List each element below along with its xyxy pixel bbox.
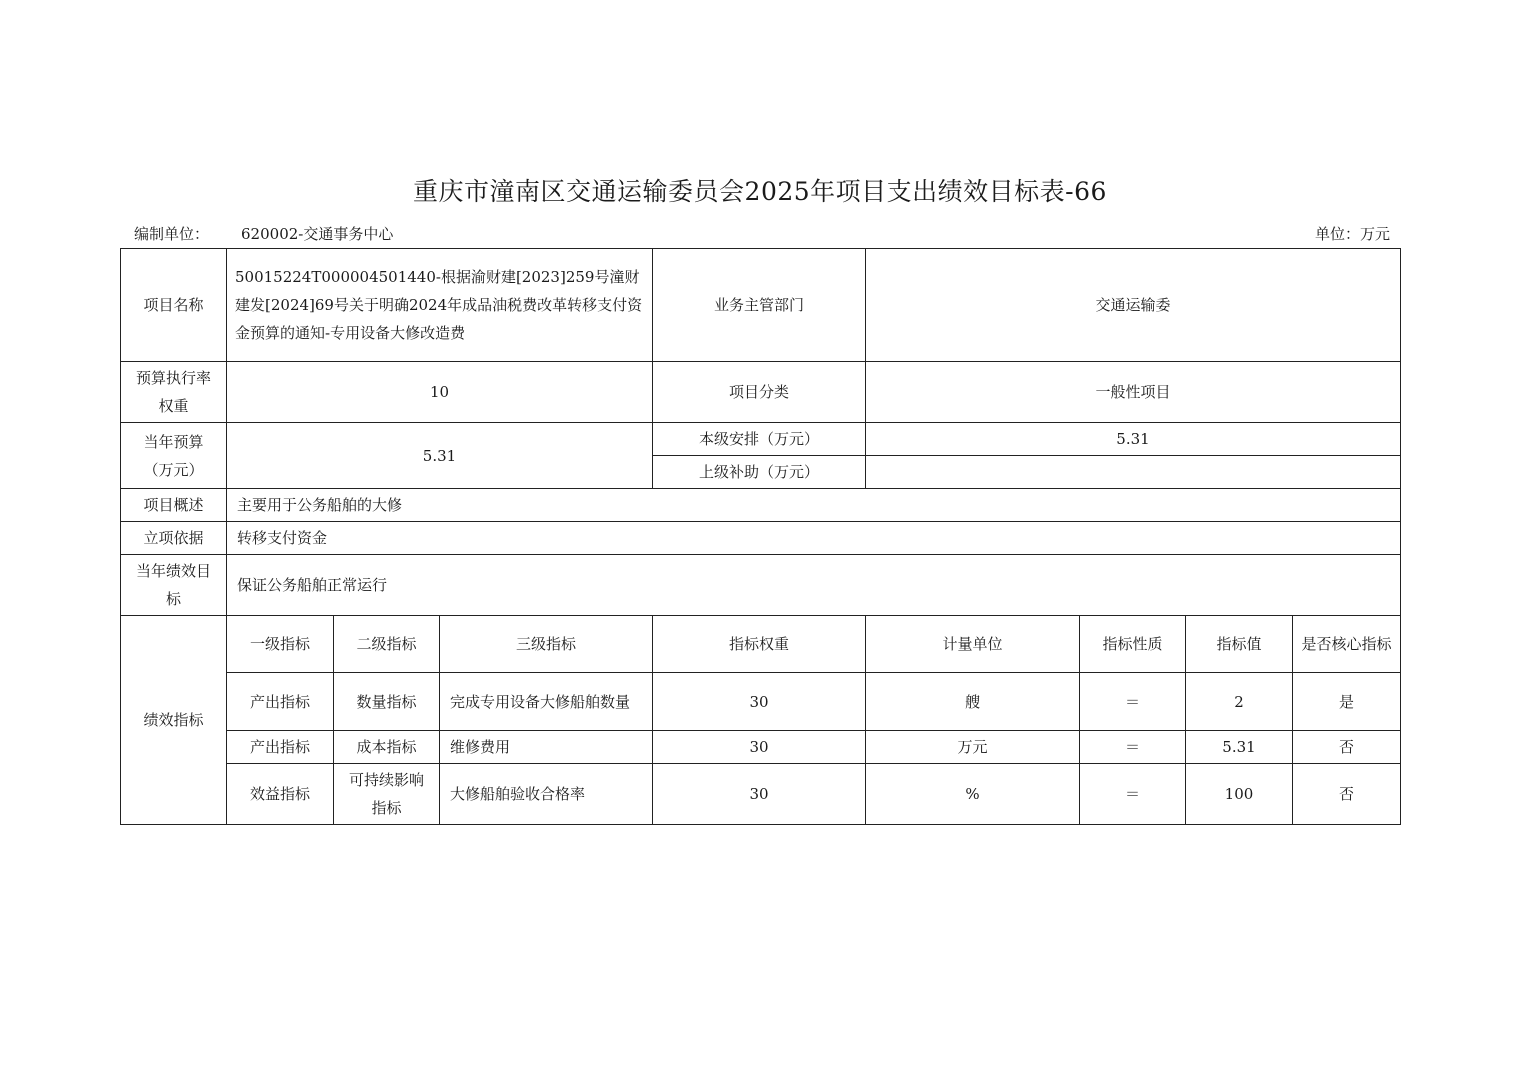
org-info [134, 224, 393, 244]
category-value: 一般性项目 [866, 362, 1401, 423]
indicator-nature: ＝ [1080, 764, 1186, 825]
indicator-row [121, 673, 1401, 731]
row-basis [121, 522, 1401, 555]
header-nature: 指标性质 [1080, 616, 1186, 673]
indicator-row [121, 731, 1401, 764]
indicator-level2: 数量指标 [334, 673, 440, 731]
header-level1: 一级指标 [227, 616, 334, 673]
rate-label: 预算执行率权重 [121, 362, 227, 423]
indicator-core: 否 [1293, 764, 1401, 825]
row-rate [121, 362, 1401, 423]
project-name-value: 50015224T000004501440-根据渝财建[2023]259号潼财建发[2024]69号关于明确2024年成品油税费改革转移支付资金预算的通知-专用设备大修改造费 [227, 249, 653, 362]
indicator-unit: 万元 [866, 731, 1080, 764]
page-title: 重庆市潼南区交通运输委员会2025年项目支出绩效目标表-66 [413, 177, 1107, 206]
header-level3: 三级指标 [440, 616, 653, 673]
indicator-weight: 30 [653, 731, 866, 764]
org-value: 620002-交通事务中心 [241, 225, 394, 243]
indicator-level3: 完成专用设备大修船舶数量 [440, 673, 653, 731]
row-project-name [121, 249, 1401, 362]
indicator-weight: 30 [653, 764, 866, 825]
indicator-header-row [121, 616, 1401, 673]
header-unit: 计量单位 [866, 616, 1080, 673]
indicator-level2: 成本指标 [334, 731, 440, 764]
indicator-section-label: 绩效指标 [121, 616, 227, 825]
indicator-level1: 效益指标 [227, 764, 334, 825]
indicator-core: 否 [1293, 731, 1401, 764]
indicator-value: 100 [1186, 764, 1293, 825]
indicator-weight: 30 [653, 673, 866, 731]
budget-value: 5.31 [227, 423, 653, 489]
performance-table [120, 248, 1401, 825]
indicator-level1: 产出指标 [227, 673, 334, 731]
indicator-unit: 艘 [866, 673, 1080, 731]
indicator-value: 5.31 [1186, 731, 1293, 764]
row-budget-local [121, 423, 1401, 456]
budget-label: 当年预算（万元） [121, 423, 227, 489]
indicator-level1: 产出指标 [227, 731, 334, 764]
upper-label: 上级补助（万元） [653, 456, 866, 489]
indicator-value: 2 [1186, 673, 1293, 731]
indicator-unit: % [866, 764, 1080, 825]
local-label: 本级安排（万元） [653, 423, 866, 456]
local-value: 5.31 [866, 423, 1401, 456]
basis-label: 立项依据 [121, 522, 227, 555]
upper-value [866, 456, 1401, 489]
indicator-level3: 维修费用 [440, 731, 653, 764]
project-name-label: 项目名称 [121, 249, 227, 362]
indicator-nature: ＝ [1080, 673, 1186, 731]
overview-label: 项目概述 [121, 489, 227, 522]
rate-value: 10 [227, 362, 653, 423]
indicator-level3: 大修船舶验收合格率 [440, 764, 653, 825]
dept-value: 交通运输委 [866, 249, 1401, 362]
header-weight: 指标权重 [653, 616, 866, 673]
dept-label: 业务主管部门 [653, 249, 866, 362]
goal-label: 当年绩效目标 [121, 555, 227, 616]
goal-value: 保证公务船舶正常运行 [227, 555, 1401, 616]
header-level2: 二级指标 [334, 616, 440, 673]
row-goal [121, 555, 1401, 616]
indicator-row [121, 764, 1401, 825]
unit-label: 单位：万元 [1314, 225, 1390, 243]
row-overview [121, 489, 1401, 522]
header-value: 指标值 [1186, 616, 1293, 673]
org-label: 编制单位： [134, 225, 210, 243]
indicator-core: 是 [1293, 673, 1401, 731]
basis-value: 转移支付资金 [227, 522, 1401, 555]
header-core: 是否核心指标 [1293, 616, 1401, 673]
overview-value: 主要用于公务船舶的大修 [227, 489, 1401, 522]
category-label: 项目分类 [653, 362, 866, 423]
indicator-level2: 可持续影响指标 [334, 764, 440, 825]
indicator-nature: ＝ [1080, 731, 1186, 764]
